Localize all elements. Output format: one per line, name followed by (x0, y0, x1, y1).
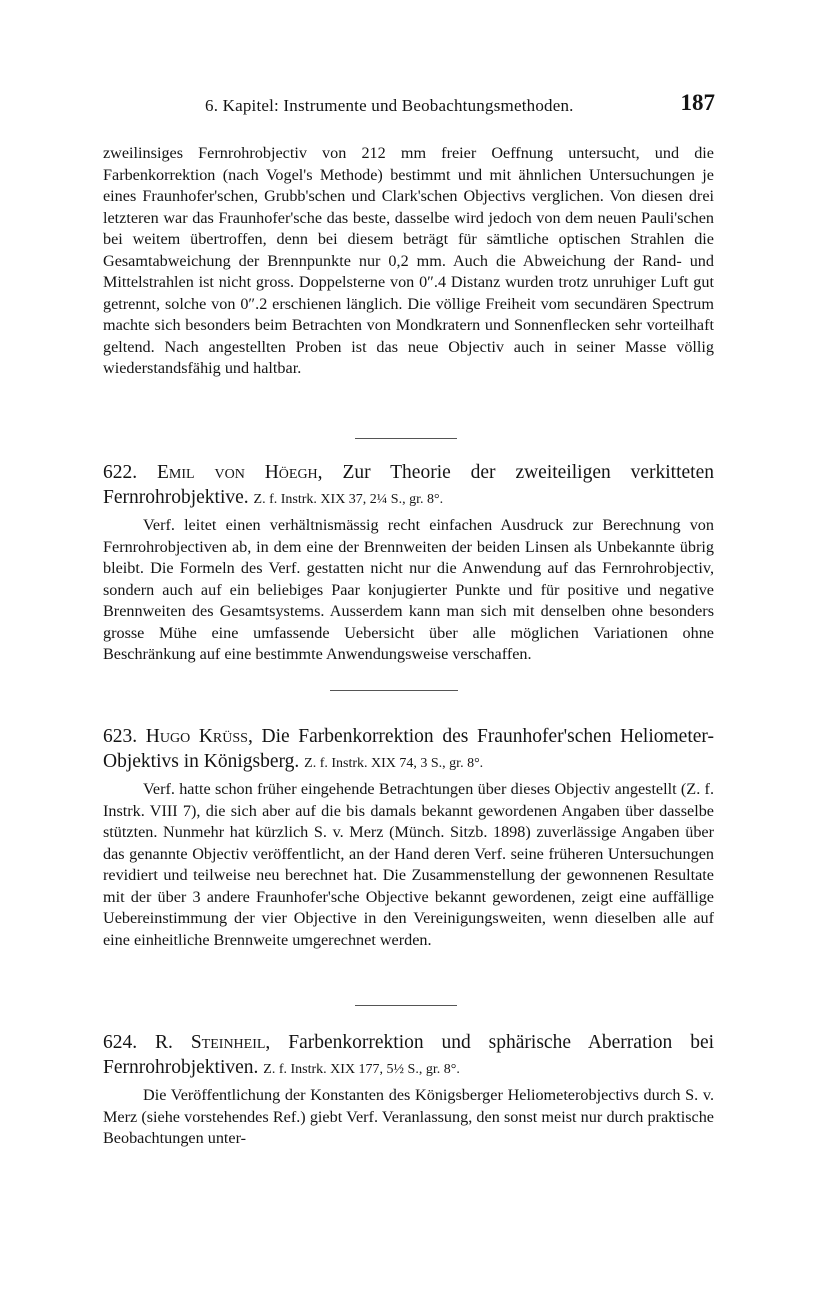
section-divider (355, 438, 457, 439)
entry-623 (103, 724, 714, 951)
intro-paragraph-block (103, 143, 714, 380)
running-title: 6. Kapitel: Instrumente und Beobachtungsmethoden. (205, 96, 574, 115)
entry-heading (103, 460, 714, 512)
section-divider (330, 690, 458, 691)
intro-paragraph: zweilinsiges Fernrohrobjectiv von 212 mm freier Oeffnung untersucht, und die Farbenkorrektion (nach Vogel's Methode) bestimmt und mit ähnlichen Untersuchungen je eines Fraunhofer'schen, Grubb'schen und Clark'schen Objectivs verglichen. Von diesen drei letzteren war das Fraunhofer'sche das beste, dasselbe wird jedoch von dem neuen Pauli'schen bei weitem übertroffen, denn bei diesem beträgt für sämtliche optischen Strahlen die Gesamtabweichung der Brennpunkte nur 0,2 mm. Auch die Abweichung der Rand- und Mittelstrahlen ist nicht gross. Doppelsterne von 0″.4 Distanz wurden trotz unruhiger Luft gut getrennt, solche von 0″.2 erschienen länglich. Die völlige Freiheit vom secundären Spectrum machte sich besonders beim Betrachten von Mondkratern und Sonnenflecken sehr vorteilhaft geltend. Nach angestellten Proben ist das neue Objectiv auch in seiner Masse völlig wiederstandsfähig und haltbar. (103, 144, 714, 377)
entry-citation: Z. f. Instrk. XIX 177, 5½ S., gr. 8°. (263, 1062, 460, 1077)
entry-body: Verf. leitet einen verhältnismässig recht einfachen Ausdruck zur Berechnung von Fernrohrobjectiven ab, in dem eine der Brennweiten der beiden Linsen als Unbekannte übrig bleibt. Die Formeln des Verf. gestatten nicht nur die Anwendung auf das Fernrohrobjectiv, sondern auch auf ein beliebiges Paar konjugierter Punkte und für positive und negative Brennweiten des Gesamtsystems. Ausserdem kann man sich mit denselben ohne besonders grosse Mühe eine umfassende Uebersicht über alle möglichen Variationen ohne Beschränkung auf eine bestimmte Anwendungsweise verschaffen. (103, 516, 714, 663)
entry-citation: Z. f. Instrk. XIX 37, 2¼ S., gr. 8°. (253, 492, 444, 507)
entry-number: 622. (103, 462, 138, 483)
entry-title: Die Farbenkorrektion des Fraunhofer'schen Heliometer-Objektivs in Königsberg. (103, 726, 714, 772)
entry-title: Zur Theorie der zweiteiligen verkitteten Fernrohrobjektive. (103, 462, 714, 508)
entry-citation: Z. f. Instrk. XIX 74, 3 S., gr. 8°. (304, 756, 484, 771)
entry-number: 624. (103, 1032, 138, 1053)
entry-heading (103, 724, 714, 776)
entry-author: R. Steinheil, (155, 1032, 271, 1053)
entry-body: Die Veröffentlichung der Konstanten des Königsberger Heliometerobjectivs durch S. v. Merz (siehe vorstehendes Ref.) giebt Verf. Veranlassung, den sonst meist nur durch praktische Beobachtungen unter- (103, 1086, 714, 1147)
entry-heading (103, 1030, 714, 1082)
section-divider (355, 1005, 457, 1006)
entry-author: Emil von Höegh, (157, 462, 323, 483)
entry-622 (103, 460, 714, 666)
entry-title: Farbenkorrektion und sphärische Aberration bei Fernrohrobjektiven. (103, 1032, 715, 1078)
entry-author: Hugo Krüss, (145, 726, 253, 747)
running-header (205, 90, 715, 120)
page-number: 187 (680, 90, 715, 115)
entry-body: Verf. hatte schon früher eingehende Betrachtungen über dieses Objectiv angestellt (Z. f. Instrk. VIII 7), die sich aber auf die bis damals bekannt gewordenen Angaben über dasselbe stützten. Nunmehr hat kürzlich S. v. Merz (Münch. Sitzb. 1898) zuverlässige Angaben über das genannte Objectiv veröffentlicht, an der Hand deren Verf. seine früheren Untersuchungen revidiert und teilweise neu berechnet hat. Die Zusammenstellung der gewonnenen Resultate mit der über 3 andere Fraunhofer'sche Objective bekannt gewordenen, zeigt eine auffällige Uebereinstimmung der vier Objective in den Vereinigungsweiten, wenn dieselben alle auf eine einheitliche Brennweite umgerechnet werden. (103, 780, 714, 949)
entry-624 (103, 1030, 714, 1150)
entry-number: 623. (103, 726, 138, 747)
